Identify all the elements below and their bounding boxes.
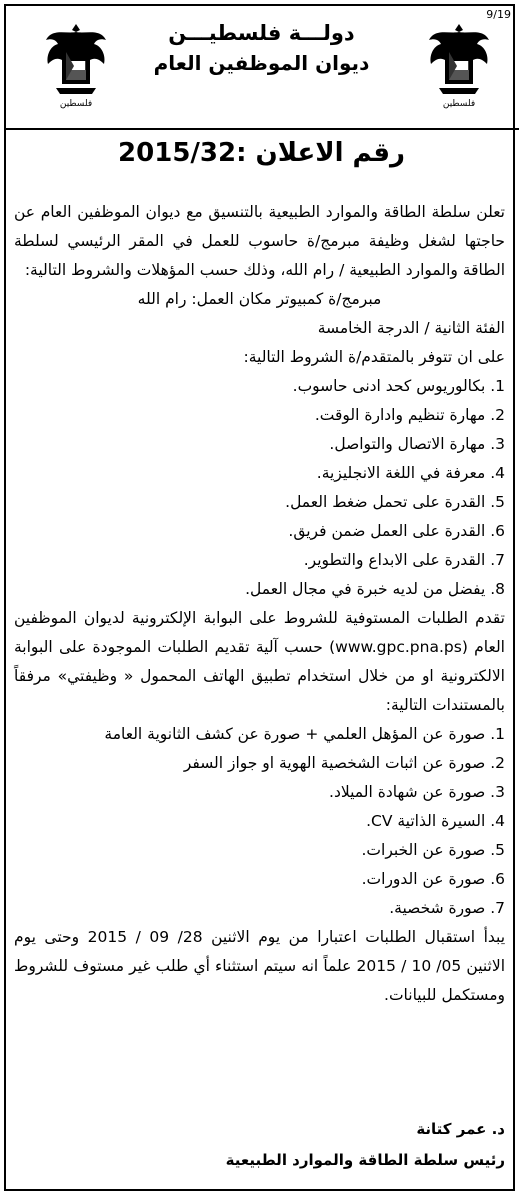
documents-list xyxy=(14,720,505,923)
intro-paragraph: تعلن سلطة الطاقة والموارد الطبيعية بالتنسيق مع ديوان الموظفين العام عن حاجتها لشغل وظيفة مبرمج/ة حاسوب للعمل في المقر الرئيسي لسلطة الطاقة والموارد الطبيعية / رام الله، وذلك حسب المؤهلات والشروط التالية: xyxy=(14,203,505,279)
deadline-paragraph: يبدأ استقبال الطلبات اعتبارا من يوم الاثنين 28/ 09 / 2015 وحتى يوم الاثنين 05/ 10 / 2015 علماً انه سيتم استثناء أي طلب غير مستوف للشروط ومستكمل للبيانات. xyxy=(14,928,506,1004)
application-paragraph: تقدم الطلبات المستوفية للشروط على البوابة الإلكترونية لديوان الموظفين العام (www.gpc.pna.ps) حسب آلية تقديم الطلبات الموجودة على البوابة الالكترونية او من خلال استخدام تطبيق الهاتف المحمول « وظيفتي» مرفقاً بالمستندات التالية: xyxy=(14,609,505,714)
document-item: 4. السيرة الذاتية CV. xyxy=(366,812,505,830)
condition-item: 5. القدرة على تحمل ضغط العمل. xyxy=(285,493,505,511)
signatory-title: رئيس سلطة الطاقة والموارد الطبيعية xyxy=(225,1151,505,1169)
condition-item: 8. يفضل من لديه خبرة في مجال العمل. xyxy=(245,580,505,598)
announcement-title: رقم الاعلان :2015/32 xyxy=(118,138,405,168)
job-line: مبرمج/ة كمبيوتر مكان العمل: رام الله xyxy=(137,290,382,308)
conditions-list xyxy=(14,372,505,604)
document-item: 6. صورة عن الدورات. xyxy=(361,870,505,888)
announcement-body xyxy=(14,198,505,1010)
conditions-intro: على ان تتوفر بالمتقدم/ة الشروط التالية: xyxy=(243,348,505,366)
condition-item: 1. بكالوريوس كحد ادنى حاسوب. xyxy=(292,377,505,395)
document-item: 1. صورة عن المؤهل العلمي + صورة عن كشف الثانوية العامة xyxy=(104,725,505,743)
condition-item: 7. القدرة على الابداع والتطوير. xyxy=(303,551,505,569)
document-item: 5. صورة عن الخبرات. xyxy=(361,841,505,859)
header-divider xyxy=(4,128,519,130)
emblem-caption: فلسطين xyxy=(59,99,93,109)
state-name: دولـــة فلسطيـــن xyxy=(168,21,355,45)
document-item: 2. صورة عن اثبات الشخصية الهوية او جواز السفر xyxy=(183,754,505,772)
condition-item: 6. القدرة على العمل ضمن فريق. xyxy=(288,522,505,540)
document-item: 3. صورة عن شهادة الميلاد. xyxy=(329,783,505,801)
condition-item: 3. مهارة الاتصال والتواصل. xyxy=(329,435,505,453)
grade-line: الفئة الثانية / الدرجة الخامسة xyxy=(317,319,505,337)
palestine-eagle-emblem-icon xyxy=(42,18,110,110)
bureau-name: ديوان الموظفين العام xyxy=(153,51,370,75)
signatory-name: د. عمر كتانة xyxy=(416,1120,505,1138)
document-item: 7. صورة شخصية. xyxy=(389,899,505,917)
page-reference: 9/19 xyxy=(486,8,511,21)
condition-item: 2. مهارة تنظيم وادارة الوقت. xyxy=(314,406,505,424)
header xyxy=(120,18,403,78)
condition-item: 4. معرفة في اللغة الانجليزية. xyxy=(316,464,505,482)
emblem-caption: فلسطين xyxy=(442,99,476,109)
palestine-eagle-emblem-icon xyxy=(425,18,493,110)
